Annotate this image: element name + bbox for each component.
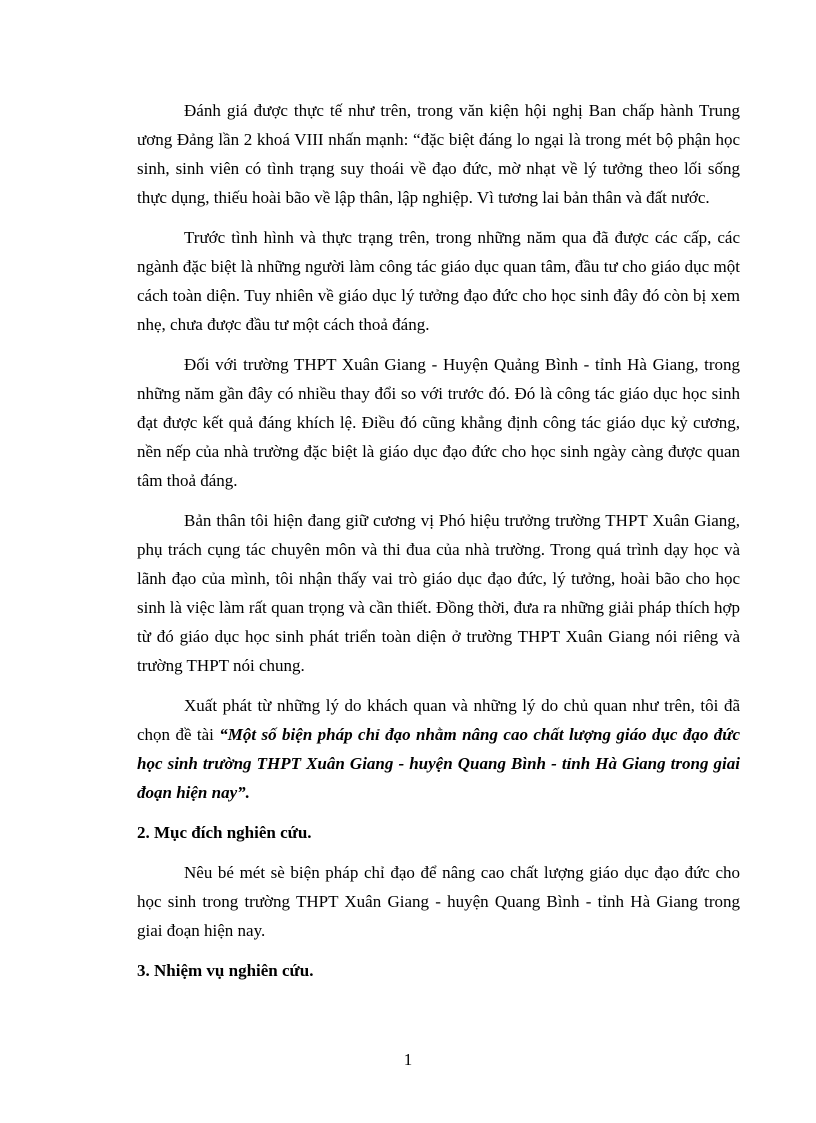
topic-lead-text: Xuất phát từ những lý do khách quan và những lý do chủ quan như trên, tôi đã chọn đề tài — [137, 696, 740, 744]
section-heading-tasks: 3. Nhiệm vụ nghiên cứu. — [137, 961, 314, 980]
paragraph-assessment: Đánh giá được thực tế như trên, trong văn kiện hội nghị Ban chấp hành Trung ương Đảng lần 2 khoá VIII nhấn mạnh: “đặc biệt đáng lo ngại là trong mét bộ phận học sinh, sinh viên có tình trạng suy thoái về đạo đức, mờ nhạt về lý tưởng theo lối sống thực dụng, thiếu hoài bão về lập thân, lập nghiệp. Vì tương lai bản thân và đất nước. — [137, 101, 740, 207]
paragraph-topic — [137, 691, 740, 807]
paragraph-author-role: Bản thân tôi hiện đang giữ cương vị Phó hiệu trưởng trường THPT Xuân Giang, phụ trách cụng tác chuyên môn và thi đua của nhà trường. Trong quá trình dạy học và lãnh đạo của mình, tôi nhận thấy vai trò giáo dục đạo đức, lý tưởng, hoài bão cho học sinh là việc làm rất quan trọng và cần thiết. Đồng thời, đưa ra những giải pháp thích hợp từ đó giáo dục học sinh phát triển toàn diện ở trường THPT Xuân Giang nói riêng và trường THPT nói chung. — [137, 511, 740, 675]
section-heading-purpose: 2. Mục đích nghiên cứu. — [137, 823, 312, 842]
paragraph-situation: Trước tình hình và thực trạng trên, trong những năm qua đã được các cấp, các ngành đặc biệt là những người làm công tác giáo dục quan tâm, đầu tư cho giáo dục một cách toàn diện. Tuy nhiên về giáo dục lý tưởng đạo đức cho học sinh đây đó còn bị xem nhẹ, chưa được đầu tư một cách thoả đáng. — [137, 228, 740, 334]
document-page — [137, 96, 740, 996]
paragraph-school: Đối với trường THPT Xuân Giang - Huyện Quảng Bình - tỉnh Hà Giang, trong những năm gần đây có nhiều thay đổi so với trước đó. Đó là công tác giáo dục học sinh đạt được kết quả đáng khích lệ. Điều đó cũng khẳng định công tác giáo dục kỷ cương, nền nếp của nhà trường đặc biệt là giáo dục đạo đức cho học sinh ngày càng được quan tâm thoả đáng. — [137, 355, 740, 490]
paragraph-purpose: Nêu bé mét sè biện pháp chỉ đạo để nâng cao chất lượng giáo dục đạo đức cho học sinh trong trường THPT Xuân Giang - huyện Quang Bình - tỉnh Hà Giang trong giai đoạn hiện nay. — [137, 863, 740, 940]
topic-title: “Một số biện pháp chỉ đạo nhằm nâng cao chất lượng giáo dục đạo đức học sinh trường THPT Xuân Giang - huyện Quang Bình - tỉnh Hà Giang trong giai đoạn hiện nay”. — [137, 725, 740, 802]
page-number: 1 — [403, 1050, 413, 1069]
